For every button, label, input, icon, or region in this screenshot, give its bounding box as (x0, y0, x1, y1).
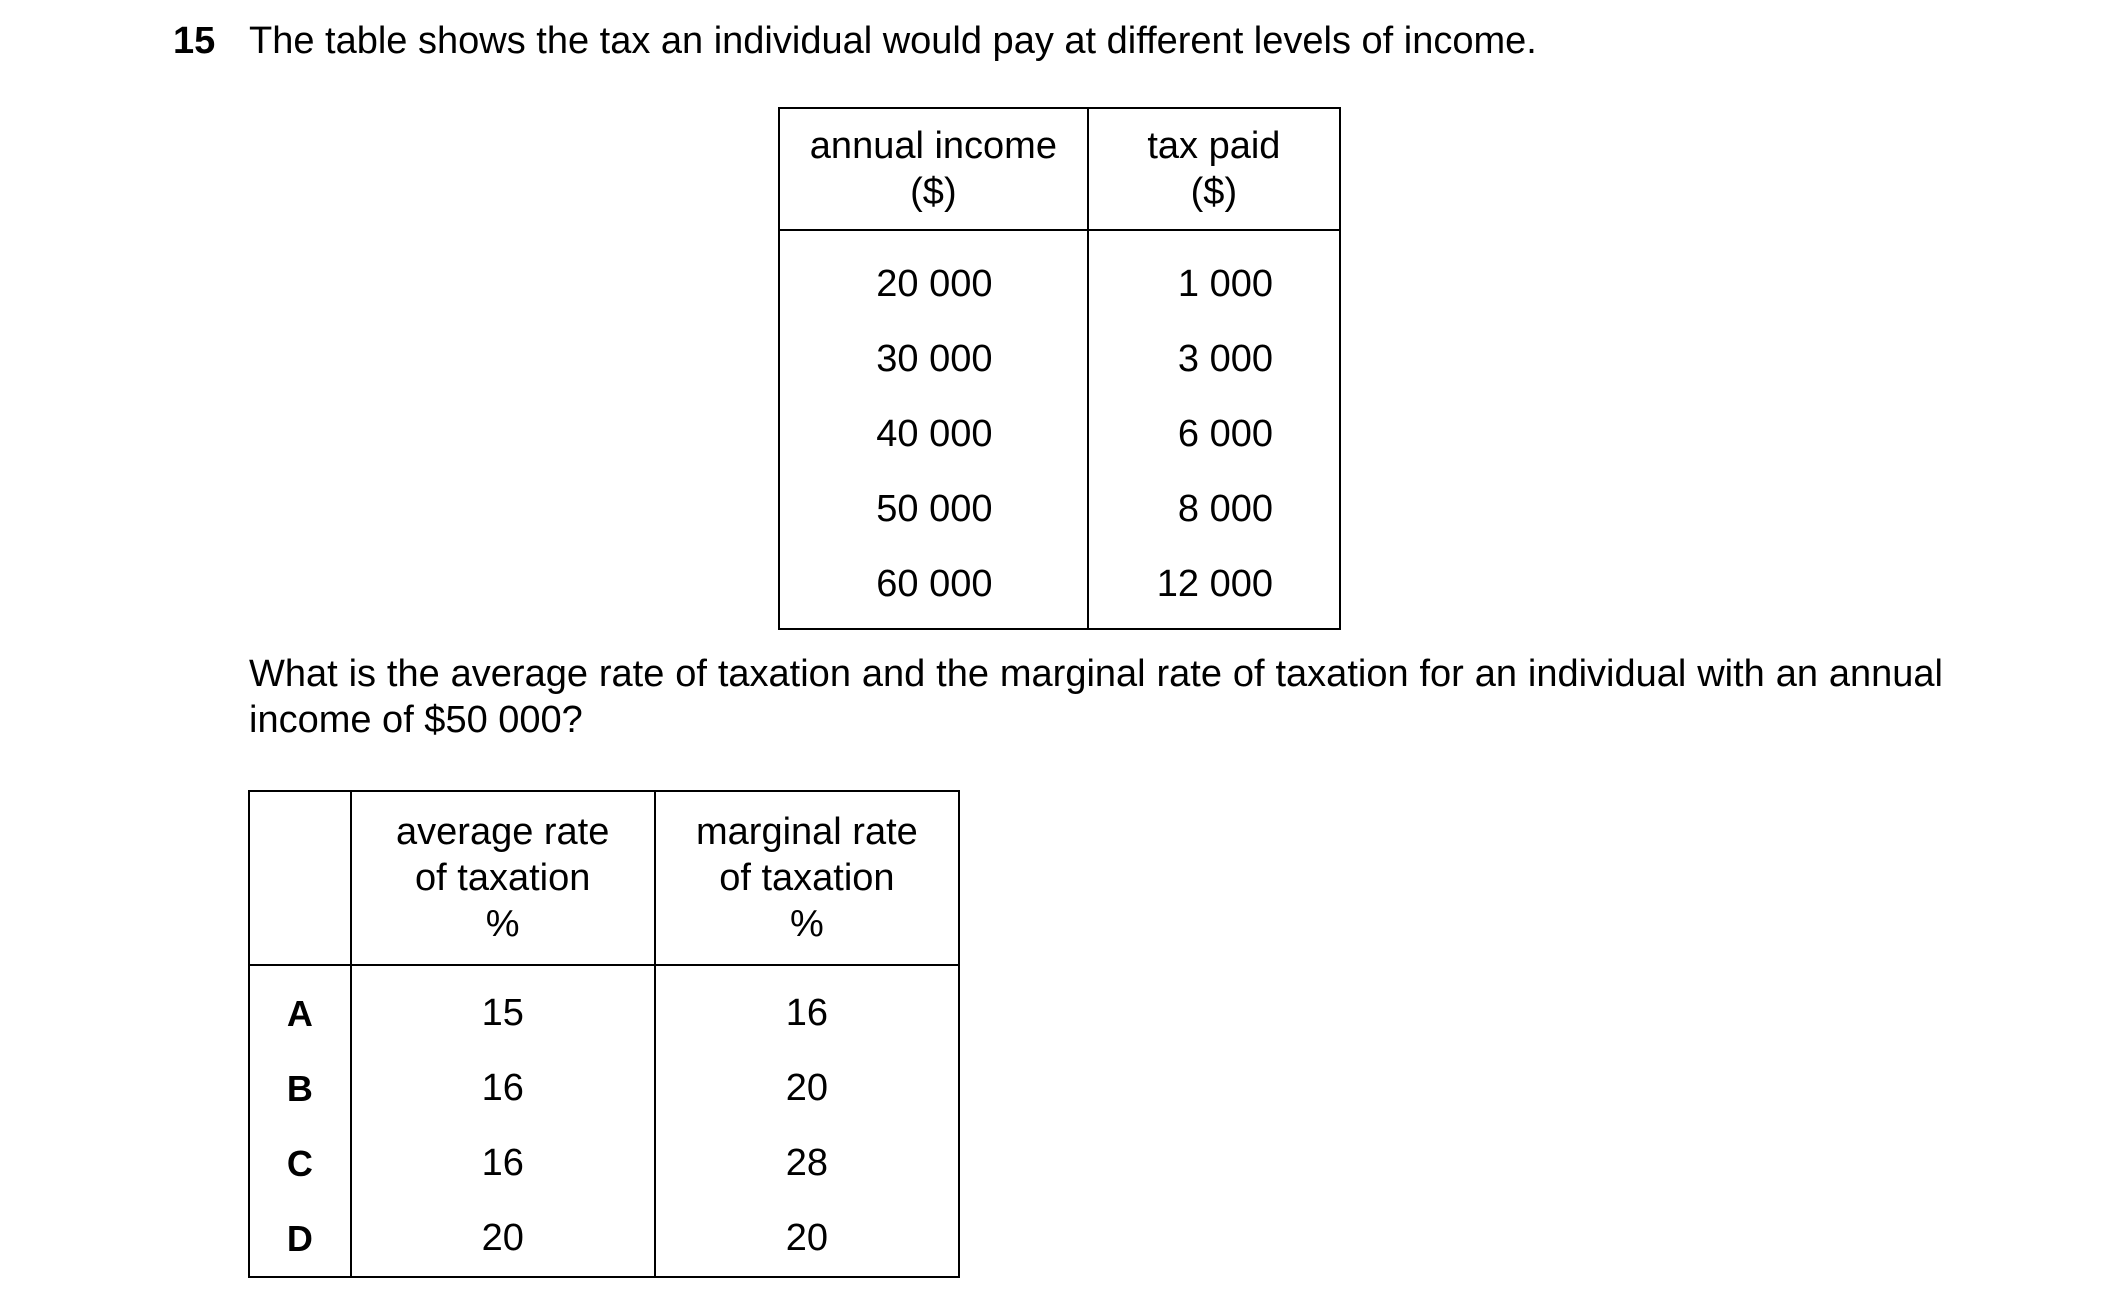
marginal-rate-header-line: of taxation (719, 857, 895, 899)
marginal-rate-cell: 28 (655, 1126, 959, 1201)
income-cell: 50 000 (779, 472, 1088, 547)
average-rate-cell: 20 (351, 1201, 655, 1277)
income-cell: 40 000 (779, 397, 1088, 472)
question-number: 15 (173, 20, 216, 62)
average-rate-header (351, 791, 655, 965)
options-header-row (249, 791, 959, 965)
tax-cell: 12 000 (1088, 547, 1340, 629)
income-cell: 20 000 (779, 230, 1088, 322)
tax-header-unit: ($) (1190, 171, 1238, 213)
income-cell: 60 000 (779, 547, 1088, 629)
question-prompt: What is the average rate of taxation and the marginal rate of taxation for an individual with an annual income of $50 000? (249, 653, 1943, 741)
tax-cell: 3 000 (1088, 322, 1340, 397)
tax-table-row (779, 472, 1340, 547)
option-row-c (249, 1126, 959, 1201)
average-rate-cell: 15 (351, 965, 655, 1051)
option-row-b (249, 1051, 959, 1126)
marginal-rate-cell: 16 (655, 965, 959, 1051)
average-rate-cell: 16 (351, 1126, 655, 1201)
option-row-a (249, 965, 959, 1051)
average-rate-header-unit: % (485, 903, 520, 945)
tax-table-row (779, 230, 1340, 322)
question-intro: The table shows the tax an individual would pay at different levels of income. (249, 20, 1537, 62)
marginal-rate-cell: 20 (655, 1201, 959, 1277)
tax-header-line: tax paid (1147, 125, 1281, 167)
marginal-rate-header-line: marginal rate (696, 811, 918, 853)
option-letter: C (249, 1126, 351, 1201)
income-cell: 30 000 (779, 322, 1088, 397)
tax-table-row (779, 547, 1340, 629)
option-row-d (249, 1201, 959, 1277)
tax-table-row (779, 397, 1340, 472)
marginal-rate-header (655, 791, 959, 965)
average-rate-header-line: of taxation (415, 857, 591, 899)
option-letter: A (249, 965, 351, 1051)
letter-column-header (249, 791, 351, 965)
average-rate-header-line: average rate (396, 811, 610, 853)
tax-table (778, 107, 1341, 630)
marginal-rate-cell: 20 (655, 1051, 959, 1126)
marginal-rate-header-unit: % (789, 903, 824, 945)
option-letter: B (249, 1051, 351, 1126)
option-letter: D (249, 1201, 351, 1277)
tax-cell: 1 000 (1088, 230, 1340, 322)
tax-column-header (1088, 108, 1340, 230)
options-table (248, 790, 960, 1278)
income-header-line: annual income (809, 125, 1057, 167)
tax-cell: 6 000 (1088, 397, 1340, 472)
income-header-unit: ($) (910, 171, 957, 213)
tax-table-row (779, 322, 1340, 397)
tax-cell: 8 000 (1088, 472, 1340, 547)
average-rate-cell: 16 (351, 1051, 655, 1126)
income-column-header (779, 108, 1088, 230)
tax-table-header-row (779, 108, 1340, 230)
